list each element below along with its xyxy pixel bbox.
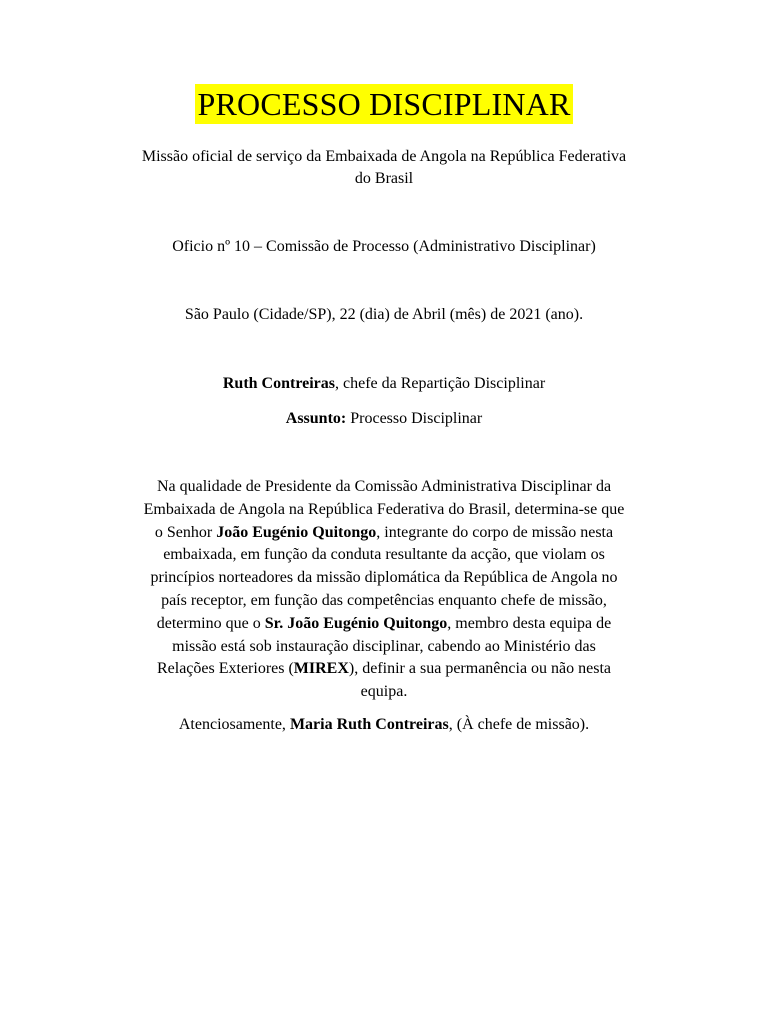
document-title: PROCESSO DISCIPLINAR	[195, 84, 574, 124]
body-line-9	[104, 658, 664, 681]
oficio-line: Oficio nº 10 – Comissão de Processo (Administrativo Disciplinar)	[172, 238, 596, 255]
body-line-8: missão está sob instauração disciplinar, cabendo ao Ministério das	[172, 637, 596, 655]
body-line-5: princípios norteadores da missão diplomática da República de Angola no	[150, 569, 618, 587]
title-container	[0, 84, 768, 124]
body-line-7-pre: determino que o	[156, 614, 265, 632]
body-line-3-post: , integrante do corpo de missão nesta	[376, 523, 614, 541]
recipient-name: Ruth Contreiras	[222, 375, 336, 392]
recipient-role: , chefe da Repartição Disciplinar	[335, 375, 546, 392]
subtitle-line-2: do Brasil	[354, 170, 414, 187]
body-line-9-post: ), definir a sua permanência ou não nesta	[348, 660, 612, 678]
closing-pre: Atenciosamente,	[178, 716, 290, 733]
subject-line	[0, 408, 768, 430]
body-line-4: embaixada, em função da conduta resultante da acção, que violam os	[163, 546, 605, 564]
body-line-7-post: , membro desta equipa de	[447, 614, 612, 632]
place-date-line: São Paulo (Cidade/SP), 22 (dia) de Abril (mês) de 2021 (ano).	[184, 306, 584, 323]
subtitle-line-1: Missão oficial de serviço da Embaixada de Angola na República Federativa	[141, 148, 627, 165]
body-line-3-pre: o Senhor	[154, 523, 217, 541]
accused-name-2: Sr. João Eugénio Quitongo	[264, 614, 448, 632]
accused-name-1: João Eugénio Quitongo	[216, 523, 377, 541]
body-line-3	[104, 522, 664, 545]
body-paragraph	[104, 476, 664, 704]
body-line-6: país receptor, em função das competências enquanto chefe de missão,	[161, 591, 607, 609]
body-line-7	[104, 613, 664, 636]
mirex-abbrev: MIREX	[293, 660, 349, 678]
recipient-line	[0, 373, 768, 395]
closing-line	[0, 714, 768, 736]
signatory-name: Maria Ruth Contreiras	[289, 716, 449, 733]
body-line-1: Na qualidade de Presidente da Comissão Administrativa Disciplinar da	[156, 478, 612, 495]
subject-value: Processo Disciplinar	[346, 410, 483, 427]
body-line-10: equipa.	[360, 683, 408, 701]
body-line-9-pre: Relações Exteriores (	[156, 660, 294, 678]
body-line-2: Embaixada de Angola na República Federativa do Brasil, determina-se que	[143, 500, 625, 518]
closing-post: , (À chefe de missão).	[448, 716, 590, 733]
subject-label: Assunto:	[285, 410, 347, 427]
